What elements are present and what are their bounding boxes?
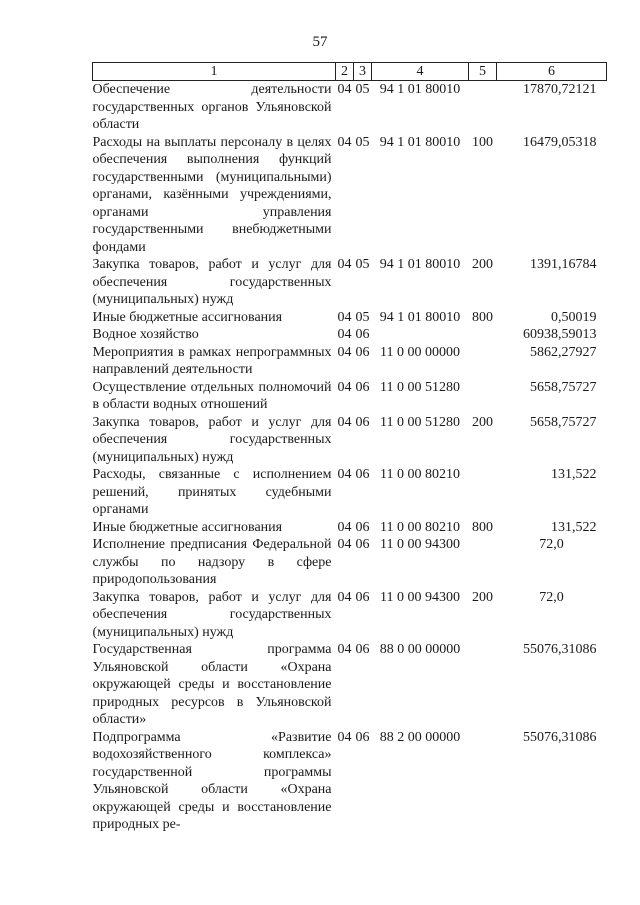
cell-vr bbox=[469, 379, 497, 414]
cell-name: Закупка товаров, работ и услуг для обеспечения государственных (муниципальных) нужд bbox=[92, 589, 332, 640]
cell-vr bbox=[469, 536, 497, 589]
column-header: 3 bbox=[354, 63, 372, 81]
table-row bbox=[93, 589, 607, 642]
cell-name: Обеспечение деятельности государственных органов Ульяновской области bbox=[92, 82, 332, 132]
cell-csr: 88 0 00 00000 bbox=[379, 642, 461, 657]
cell-sec: 04 bbox=[337, 327, 352, 342]
cell-sub: 06 bbox=[355, 642, 370, 657]
cell-sec: 04 bbox=[337, 642, 352, 657]
cell-sub: 05 bbox=[355, 309, 370, 325]
cell-name: Исполнение предписания Федеральной службы по надзору в сфере природопользования bbox=[92, 537, 332, 587]
table-row bbox=[93, 256, 607, 309]
cell-sec: 04 bbox=[337, 467, 352, 482]
cell-name: Расходы на выплаты персоналу в целях обеспечения выполнения функций государственными (муниципальными) органами, казёнными учреждениями, органами управления государственными внебюджетными фондами bbox=[92, 134, 332, 255]
cell-sec: 04 bbox=[337, 257, 352, 272]
cell-sum: 5658,75727 bbox=[530, 414, 597, 430]
cell-vr: 800 bbox=[472, 309, 493, 325]
cell-sum: 60938,59013 bbox=[523, 327, 597, 342]
cell-name: Водное хозяйство bbox=[92, 327, 199, 342]
cell-vr bbox=[469, 641, 497, 729]
cell-sum: 131,522 bbox=[551, 519, 597, 535]
cell-sec: 04 bbox=[337, 379, 352, 395]
table-row bbox=[93, 379, 607, 414]
cell-csr: 11 0 00 00000 bbox=[380, 344, 460, 360]
cell-sub: 05 bbox=[355, 134, 370, 150]
cell-name: Расходы, связанные с исполнением решений, принятых судебными органами bbox=[92, 467, 332, 517]
cell-sum: 131,522 bbox=[551, 467, 597, 482]
cell-vr: 800 bbox=[472, 519, 493, 535]
table-row bbox=[93, 309, 607, 327]
cell-sub: 05 bbox=[355, 82, 370, 97]
cell-vr: 100 bbox=[472, 134, 493, 150]
budget-table-container bbox=[92, 62, 606, 834]
page-number: 57 bbox=[312, 34, 328, 50]
cell-name: Подпрограмма «Развитие водохозяйственного комплекса» государственной программы Ульяновской области «Охрана окружающей среды и восстановление природных ре- bbox=[92, 729, 332, 832]
cell-csr bbox=[372, 326, 469, 344]
cell-sec: 04 bbox=[337, 414, 352, 430]
cell-sum: 55076,31086 bbox=[523, 729, 597, 745]
cell-sec: 04 bbox=[337, 729, 352, 745]
cell-name: Закупка товаров, работ и услуг для обеспечения государственных (муниципальных) нужд bbox=[92, 257, 332, 307]
cell-name: Иные бюджетные ассигнования bbox=[92, 519, 283, 535]
cell-sec: 04 bbox=[337, 589, 352, 605]
column-header: 1 bbox=[93, 63, 336, 81]
cell-sub: 06 bbox=[355, 467, 370, 482]
cell-sum: 5658,75727 bbox=[530, 379, 597, 395]
cell-sub: 06 bbox=[355, 379, 370, 395]
cell-sum: 1391,16784 bbox=[530, 257, 597, 272]
cell-sub: 06 bbox=[355, 729, 370, 745]
cell-sub: 06 bbox=[355, 344, 370, 360]
cell-sub: 06 bbox=[355, 327, 370, 342]
table-row bbox=[93, 134, 607, 257]
cell-sum: 16479,05318 bbox=[523, 134, 597, 150]
cell-name: Осуществление отдельных полномочий в области водных отношений bbox=[92, 379, 332, 412]
cell-vr bbox=[469, 344, 497, 379]
cell-sum: 72,0 bbox=[539, 589, 564, 605]
table-row bbox=[93, 466, 607, 519]
cell-sec: 04 bbox=[337, 344, 352, 360]
table-row bbox=[93, 729, 607, 834]
table-row bbox=[93, 326, 607, 344]
cell-sub: 06 bbox=[355, 537, 370, 552]
cell-sum: 5862,27927 bbox=[530, 344, 597, 360]
cell-sec: 04 bbox=[337, 134, 352, 150]
cell-name: Мероприятия в рамках непрограммных направлений деятельности bbox=[92, 344, 332, 377]
budget-table bbox=[92, 62, 607, 834]
cell-csr: 11 0 00 80210 bbox=[380, 519, 460, 535]
cell-sec: 04 bbox=[337, 82, 352, 97]
column-header: 6 bbox=[497, 63, 607, 81]
table-row bbox=[93, 519, 607, 537]
cell-vr: 200 bbox=[472, 589, 493, 605]
cell-sub: 06 bbox=[355, 519, 370, 535]
header-row bbox=[93, 63, 607, 81]
cell-csr: 94 1 01 80010 bbox=[379, 82, 461, 97]
cell-sec: 04 bbox=[337, 537, 352, 552]
table-row bbox=[93, 536, 607, 589]
cell-vr: 200 bbox=[472, 414, 493, 430]
table-row bbox=[93, 641, 607, 729]
cell-csr: 11 0 00 51280 bbox=[380, 414, 460, 430]
cell-vr bbox=[469, 81, 497, 134]
cell-sum: 72,0 bbox=[539, 537, 564, 552]
cell-csr: 88 2 00 00000 bbox=[379, 729, 461, 745]
column-header: 2 bbox=[336, 63, 354, 81]
cell-name: Иные бюджетные ассигнования bbox=[92, 309, 283, 325]
cell-sub: 05 bbox=[355, 257, 370, 272]
cell-name: Государственная программа Ульяновской области «Охрана окружающей среды и восстановление природных ресурсов в Ульяновской области» bbox=[92, 642, 332, 727]
cell-csr: 11 0 00 80210 bbox=[380, 467, 460, 482]
cell-name: Закупка товаров, работ и услуг для обеспечения государственных (муниципальных) нужд bbox=[92, 414, 332, 465]
cell-sub: 06 bbox=[355, 414, 370, 430]
cell-csr: 94 1 01 80010 bbox=[379, 134, 461, 150]
column-header: 5 bbox=[469, 63, 497, 81]
cell-sum: 55076,31086 bbox=[523, 642, 597, 657]
cell-csr: 94 1 01 80010 bbox=[379, 309, 461, 325]
table-row bbox=[93, 81, 607, 134]
table-row bbox=[93, 344, 607, 379]
table-row bbox=[93, 414, 607, 467]
cell-sec: 04 bbox=[337, 519, 352, 535]
cell-csr: 94 1 01 80010 bbox=[379, 257, 461, 272]
cell-vr bbox=[469, 466, 497, 519]
cell-sub: 06 bbox=[355, 589, 370, 605]
cell-csr: 11 0 00 94300 bbox=[380, 589, 460, 605]
cell-sum: 0,50019 bbox=[551, 309, 597, 325]
cell-csr: 11 0 00 94300 bbox=[380, 537, 460, 552]
column-header: 4 bbox=[372, 63, 469, 81]
cell-vr: 200 bbox=[472, 257, 493, 272]
cell-sec: 04 bbox=[337, 309, 352, 325]
cell-csr: 11 0 00 51280 bbox=[380, 379, 460, 395]
cell-sum: 17870,72121 bbox=[523, 82, 597, 97]
cell-vr bbox=[469, 729, 497, 834]
cell-vr bbox=[469, 326, 497, 344]
